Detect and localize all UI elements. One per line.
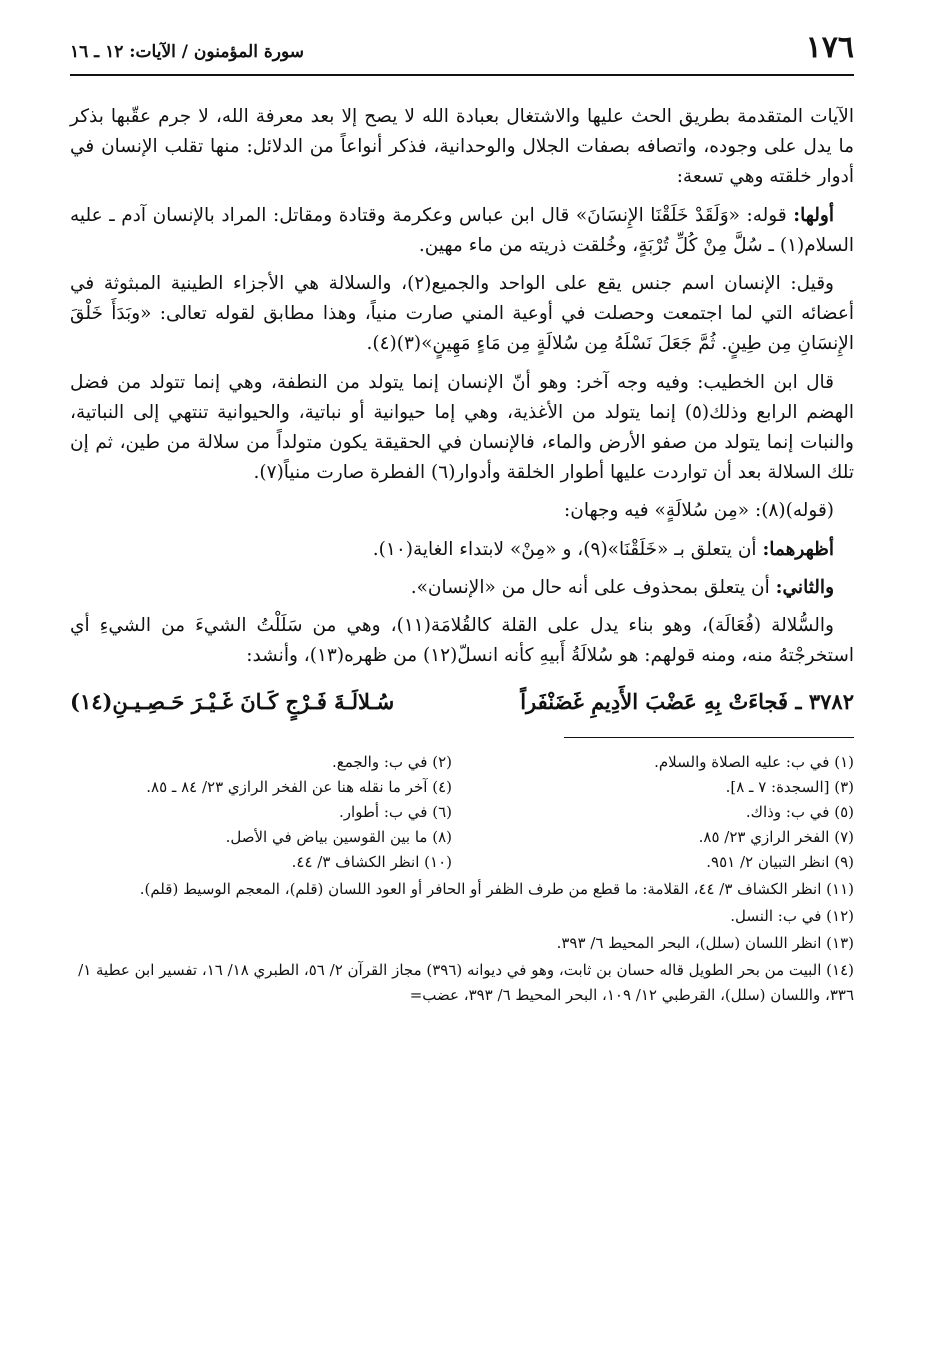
footnote-divider (564, 737, 854, 738)
verse-first-hemistich: ٣٧٨٢ ـ فَجاءَتْ بِهِ عَضْبَ الأَدِيمِ غَضَنْفَراً (520, 689, 854, 715)
footnote-13: (١٣) انظر اللسان (سلل)، البحر المحيط ٦/ ٣٩٣. (556, 934, 854, 953)
paragraph-7 (70, 573, 854, 603)
page-number: ١٧٦ (805, 30, 854, 65)
footnote-8: (٨) ما بين القوسين بياض في الأصل. (225, 828, 452, 847)
paragraph-5: (قوله)(٨): «مِن سُلالَةٍ» فيه وجهان: (564, 500, 834, 522)
footnote-2: (٢) في ب: والجمع. (331, 753, 452, 772)
footnote-11: (١١) انظر الكشاف ٣/ ٤٤، القلامة: ما قطع من طرف الظفر أو الحافر أو العود اللسان (قلم)، المعجم الوسيط (قلم). (139, 880, 854, 899)
main-text (70, 102, 854, 717)
paragraph-6 (70, 535, 854, 565)
paragraph-7-lead: والثاني: (775, 576, 834, 598)
paragraph-1: الآيات المتقدمة بطريق الحث عليها والاشتغال بعبادة الله لا يصح إلا بعد معرفة الله، لا جرم عقّبها بذكر ما يدل على وجوده، واتصافه بصفات الجلال والوحدانية، فذكر أنواعاً من الدلائل: منها تقلب الإنسان في أدوار خلقته وهي تسعة: (70, 106, 854, 188)
paragraph-2-text: قوله: «وَلَقَدْ خَلَقْنَا الإِنسَانَ» قال ابن عباس وعكرمة وقتادة ومقاتل: المراد بالإنسان آدم ـ عليه السلام(١) ـ سُلَّ مِنْ كُلِّ تُرْبَةٍ، وخُلقت ذريته من ماء مهين. (70, 204, 854, 256)
paragraph-3: وقيل: الإنسان اسم جنس يقع على الواحد والجميع(٢)، والسلالة هي الأجزاء الطينية المبثوثة في أعضائه التي لما اجتمعت وحصلت في أوعية المني صارت منياً، وهذا مطابق لقوله تعالى: «وبَدَأَ خَلْقَ الإِنسَانِ مِن طِينٍ. ثُمَّ جَعَلَ نَسْلَهُ مِن سُلالَةٍ مِن مَاءٍ مَهِينٍ»(٣)(٤). (70, 273, 854, 355)
book-page (70, 30, 854, 1008)
footnote-7: (٧) الفخر الرازي ٢٣/ ٨٥. (698, 828, 854, 847)
paragraph-7-text: أن يتعلق بمحذوف على أنه حال من «الإنسان». (410, 576, 770, 598)
footnote-3: (٣) [السجدة: ٧ ـ ٨]. (725, 778, 854, 797)
verse-second-hemistich: سُـلالَـةَ فَـرْجٍ كَـانَ غَـيْـرَ حَـصِـيـنِ(١٤) (70, 689, 395, 715)
paragraph-4: قال ابن الخطيب: وفيه وجه آخر: وهو أنّ الإنسان إنما يتولد من النطفة، وهي إنما تتولد من فضل الهضم الرابع وذلك(٥) إنما يتولد من الأغذية، وهي إما حيوانية أو نباتية، والحيوانية تنتهي إلى النباتية، والنبات إنما يتولد من صفو الأرض والماء، فالإنسان في الحقيقة يكون متولداً من سلالة من طين، ثم إن تلك السلالة بعد أن تواردت عليها أطوار الخلقة وأدوار(٦) الفطرة صارت منياً(٧). (70, 371, 854, 484)
footnote-1: (١) في ب: عليه الصلاة والسلام. (654, 753, 854, 772)
footnotes (70, 750, 854, 1008)
running-title: سورة المؤمنون / الآيات: ١٢ ـ ١٦ (70, 42, 305, 62)
footnote-4: (٤) آخر ما نقله هنا عن الفخر الرازي ٢٣/ ٨٤ ـ ٨٥. (146, 778, 452, 797)
footnote-10: (١٠) انظر الكشاف ٣/ ٤٤. (291, 853, 452, 872)
paragraph-8: والسُّلالة (فُعَالَة)، وهو بناء يدل على القلة كالقُلامَة(١١)، وهي من سَلَلْتُ الشيءَ من الشيءِ أي استخرجْتهُ منه، ومنه قولهم: هو سُلالَةُ أَبيهِ كأنه انسلّ(١٢) من ظهره(١٣)، وأنشد: (70, 615, 854, 667)
paragraph-2-lead: أولها: (793, 204, 834, 226)
paragraph-6-text: أن يتعلق بـ «خَلَقْنَا»(٩)، و «مِنْ» لابتداء الغاية(١٠). (372, 538, 757, 560)
paragraph-6-lead: أظهرهما: (762, 538, 834, 560)
footnote-5: (٥) في ب: وذاك. (745, 803, 854, 822)
footnote-6: (٦) في ب: أطوار. (339, 803, 452, 822)
footnotes-grid (70, 750, 854, 875)
footnote-12: (١٢) في ب: النسل. (730, 907, 854, 926)
page-header (70, 30, 854, 76)
poetry-verse (70, 687, 854, 717)
footnote-9: (٩) انظر التبيان ٢/ ٩٥١. (706, 853, 854, 872)
footnote-14: (١٤) البيت من بحر الطويل قاله حسان بن ثابت، وهو في ديوانه (٣٩٦) مجاز القرآن ٢/ ٥٦، الطبري ١٨/ ١٦، تفسير ابن عطية ١/ ٣٣٦، واللسان (سلل)، القرطبي ١٢/ ١٠٩، البحر المحيط ٦/ ٣٩٣، عضب= (78, 961, 854, 1005)
paragraph-2 (70, 201, 854, 261)
